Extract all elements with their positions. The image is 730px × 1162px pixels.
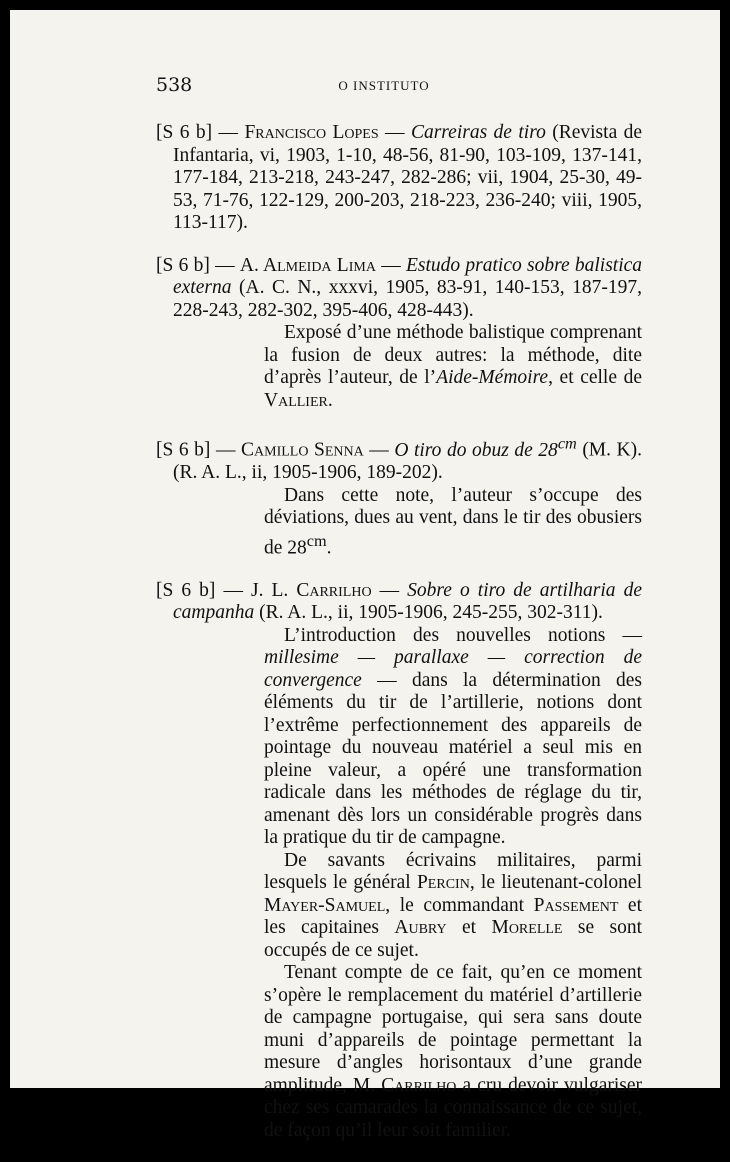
entry-reference: [S 6 b] — Francisco Lopes — Carreiras de tiro (Revista de Infantaria, vi, 1903, 1-10, 48-56, 81-90, 103-109, 137-141, 177-184, 213-218, 243-247, 282-286; vii, 1904, 25-30, 49-53, 71-76, 122-129, 200-203, 218-223, 236-240; viii, 1905, 113-117). bbox=[156, 122, 643, 233]
author: Francisco Lopes bbox=[244, 122, 379, 143]
author: Camillo Senna bbox=[241, 439, 364, 461]
entry-reference: [S 6 b] — Camillo Senna — O tiro do obuz de $28^{cm}$ (M. K). (R. A. L., ii, 1905-1906, 189-202). bbox=[156, 434, 643, 483]
classification-code: [S 6 b] bbox=[156, 579, 216, 601]
bibliography bbox=[156, 122, 642, 1162]
entry-summary: Exposé d’une méthode balistique comprenant la fusion de deux autres: la méthode, dite d’après l’auteur, de l’Aide-Mémoire, et celle de Vallier. bbox=[264, 322, 642, 411]
entry-summary-paragraph: De savants écrivains militaires, parmi lesquels le général Percin, le lieutenant-colonel Mayer-Samuel, le commandant Passement et les capitaines Aubry et Morelle se sont occupés de ce sujet. bbox=[264, 849, 643, 961]
publication-details: (A. C. N., xxxvi, 1905, 83-91, 140-153, 187-197, 228-243, 282-302, 395-406, 428-443). bbox=[173, 277, 642, 321]
publication-details: (R. A. L., ii, 1905-1906, 245-255, 302-311). bbox=[259, 602, 603, 623]
work-title: O tiro do obuz de $28^{cm}$ bbox=[394, 434, 577, 461]
work-title: Estudo pratico sobre balistica externa bbox=[173, 254, 643, 298]
work-title: Carreiras de tiro bbox=[410, 122, 546, 143]
entry-reference: [S 6 b] — A. Almeida Lima — Estudo pratico sobre balistica externa (A. C. N., xxxvi, 1905, 83-91, 140-153, 187-197, 228-243, 282-302, 395-406, 428-443). bbox=[156, 254, 643, 321]
bibliography-entry bbox=[156, 432, 642, 560]
page bbox=[10, 10, 720, 1141]
publication-details: (Revista de Infantaria, vi, 1903, 1-10, 48-56, 81-90, 103-109, 137-141, 177-184, 213-218, 243-247, 282-286; vii, 1904, 25-30, 49-53, 71-76, 122-129, 200-203, 218-223, 236-240; viii, 1905, 113-117). bbox=[173, 122, 643, 233]
bibliography-entry bbox=[156, 122, 642, 235]
entry-reference: [S 6 b] — J. L. Carrilho — Sobre o tiro de artilharia de campanha (R. A. L., ii, 1905-1906, 245-255, 302-311). bbox=[156, 579, 643, 623]
entry-summary-paragraph: Tenant compte de ce fait, qu’en ce moment s’opère le remplacement du matériel d’artillerie de campagne portugaise, qui sera sans doute muni d’appareils de pointage permettant la mesure d’angles horisontaux d’une grande amplitude, M. Carrilho a cru devoir vulgariser chez ses camarades la connaissance de ce sujet, de façon qu’il leur soit familier. bbox=[264, 962, 642, 1141]
author: A. Almeida Lima bbox=[239, 254, 376, 276]
journal-title: O INSTITUTO bbox=[338, 78, 430, 93]
author: J. L. Carrilho bbox=[251, 579, 372, 601]
classification-code: [S 6 b] bbox=[156, 439, 211, 461]
classification-code: [S 6 b] bbox=[156, 122, 213, 143]
entry-summary-paragraph: L’introduction des nouvelles notions — millesime — parallaxe — correction de convergence — dans la détermination des éléments du tir de l’artillerie, notions dont l’extrême perfectionnement des appareils de pointage du nouveau matériel a seul mis en pleine valeur, a opéré une transformation radicale dans les méthodes de réglage du tir, amenant dès lors un considérable progrès dans la pratique du tir de campagne. bbox=[264, 624, 643, 848]
classification-code: [S 6 b] bbox=[156, 254, 210, 276]
page-number: 538 bbox=[156, 74, 193, 96]
bibliography-entry bbox=[156, 255, 642, 413]
running-header bbox=[148, 74, 620, 102]
bibliography-entry bbox=[156, 580, 642, 1143]
publication-details: (M. K). (R. A. L., ii, 1905-1906, 189-202). bbox=[173, 439, 643, 483]
work-title: Sobre o tiro de artilharia de campanha bbox=[173, 579, 643, 623]
entry-summary: Dans cette note, l’auteur s’occupe des déviations, dues au vent, dans le tir des obusiers de $28^{cm}$. bbox=[264, 484, 642, 558]
